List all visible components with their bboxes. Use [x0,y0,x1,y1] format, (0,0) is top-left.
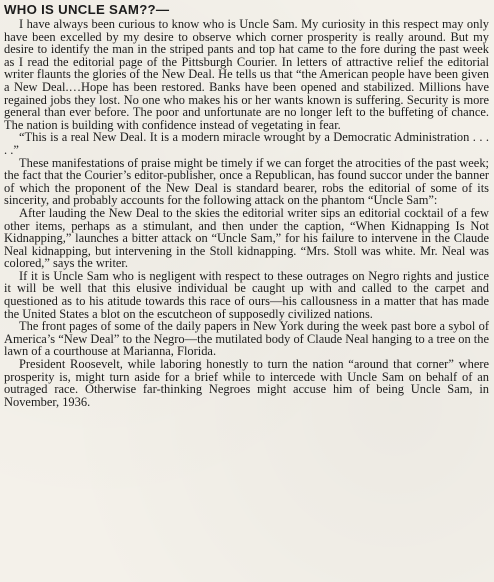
paragraph-negligence: If it is Uncle Sam who is negligent with respect to these outrages on Negro rights and justice it will be well that this elusive individual be caught up with and called to the carpet and questioned as to his atitude towards this race of ours—his callousness in a matter that has made the United States a blot on the escutcheon of supposedly civilized nations. [4,268,489,321]
article-body [4,18,489,408]
paragraph-praise-manifestations: These manifestations of praise might be timely if we can forget the atrocities of the past week; the fact that the Courier’s editor-publisher, once a Republican, has found succor under the banner of which the proponent of the New Deal is standard bearer, robs the editorial of some of its sincerity, and probably accounts for the following attack on the phantom “Uncle Sam”: [4,155,489,208]
paragraph-front-pages: The front pages of some of the daily papers in New York during the week past bore a sybol of America’s “New Deal” to the Negro—the mutilated body of Claude Neal hanging to a tree on the lawn of a courthouse at Marianna, Florida. [4,319,489,359]
paragraph-president-roosevelt: President Roosevelt, while laboring honestly to turn the nation “around that corner” where prosperity is, might turn aside for a brief while to intercede with Uncle Sam on behalf of an outraged race. Otherwise far-thinking Negroes might accuse him of being Uncle Sam, in November, 1936. [4,357,489,409]
article-headline: WHO IS UNCLE SAM??— [4,2,170,17]
paragraph-kidnapping-attack: After lauding the New Deal to the skies the editorial writer sips an editorial cocktail of a few other items, perhaps as a stimulant, and then under the caption, “When Kidnapping Is Not Kidnapping,” launches a bitter attack on “Uncle Sam,” for his failure to intervene in the Claude Neal kidnapping, but intervening in the Stoll kidnapping. “Mrs. Stoll was white. Mr. Neal was colored,” says the writer. [4,205,489,271]
paragraph-new-deal-quote: “This is a real New Deal. It is a modern miracle wrought by a Democratic Administration . . . . .” [4,130,489,157]
paragraph-uncle-sam-curiosity: I have always been curious to know who is Uncle Sam. My curiosity in this respect may only have been excelled by my desire to observe which corner prosperity is really around. But my desire to identify the man in the striped pants and top hat came to the fore during the past week as I read the editorial page of the Pittsburgh Courier. In letters of attractive relief the editorial writer flaunts the glories of the New Deal. He tells us that “the American people have been given a New Deal.…Hope has been restored. Banks have been opened and stabilized. Millions have regained jobs they lost. No one who makes his or her wants known is suffering. Security is more general than ever before. The poor and unfortunate are no longer left to the buffeting of chance. The nation is building with confidence instead of vegetating in fear. [4,17,489,132]
